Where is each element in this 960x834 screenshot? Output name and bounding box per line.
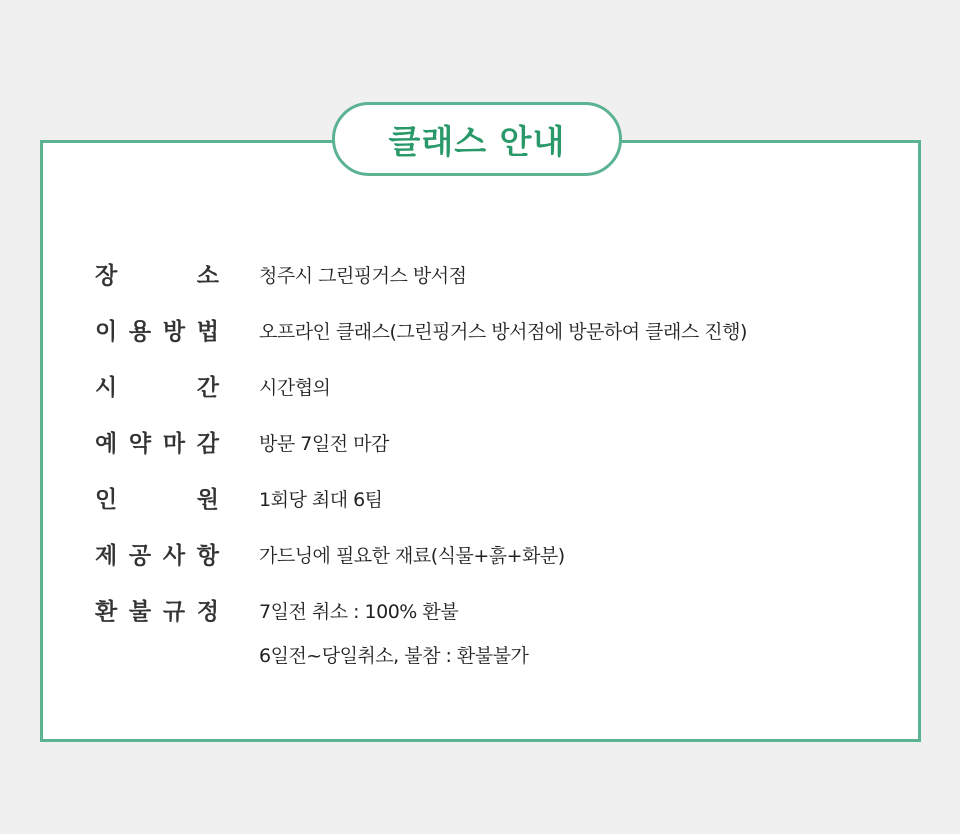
row-value — [259, 584, 528, 678]
row-value: 1회당 최대 6팀 — [259, 489, 383, 511]
info-list — [95, 248, 895, 674]
info-row-method — [95, 304, 895, 360]
page-title: 클래스 안내 — [388, 121, 566, 161]
row-value: 시간협의 — [259, 377, 331, 399]
info-row-time — [95, 360, 895, 416]
refund-line: 6일전~당일취소, 불참 : 환불불가 — [259, 645, 529, 667]
row-value: 가드닝에 필요한 재료(식물+흙+화분) — [259, 545, 565, 567]
row-label: 인 원 — [95, 487, 219, 513]
row-label: 시 간 — [95, 375, 219, 401]
row-value: 청주시 그린핑거스 방서점 — [259, 265, 467, 287]
row-label: 예 약 마 감 — [95, 431, 219, 457]
info-row-capacity — [95, 472, 895, 528]
row-label: 이 용 방 법 — [95, 319, 219, 345]
title-badge — [332, 102, 622, 176]
row-label: 장 소 — [95, 263, 219, 289]
row-value: 방문 7일전 마감 — [259, 433, 389, 455]
refund-line: 7일전 취소 : 100% 환불 — [259, 601, 459, 623]
info-row-location — [95, 248, 895, 304]
row-label: 제 공 사 항 — [95, 543, 219, 569]
info-row-booking-deadline — [95, 416, 895, 472]
row-label: 환 불 규 정 — [95, 599, 219, 625]
row-value: 오프라인 클래스(그린핑거스 방서점에 방문하여 클래스 진행) — [259, 321, 747, 343]
info-row-provided — [95, 528, 895, 584]
info-row-refund — [95, 584, 895, 674]
